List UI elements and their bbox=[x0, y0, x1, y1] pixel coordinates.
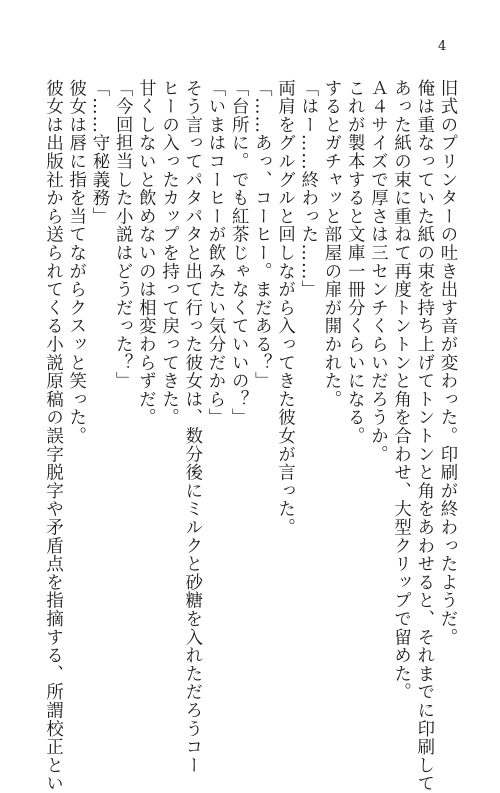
text-line-2: 俺は重なっていた紙の束を持ち上げてトントンと角をあわせると、それまでに印刷して bbox=[413, 79, 434, 793]
text-line-12: そう言ってパタパタと出て行った彼女は、数分後にミルクと砂糖を入れただろうコー bbox=[181, 79, 202, 775]
text-line-5: これが製本すると文庫一冊分くらいになる。 bbox=[344, 79, 365, 445]
text-line-11: 「いまはコーヒーが飲みたい気分だから」 bbox=[204, 79, 225, 427]
text-line-16: 「……守秘義務」 bbox=[88, 79, 109, 226]
text-line-15: 「今回担当した小説はどうだった？」 bbox=[112, 79, 133, 391]
text-line-4: Ａ４サイズで厚さは三センチくらいだろうか。 bbox=[367, 79, 388, 464]
text-line-8: 両肩をグルグルと回しながら入ってきた彼女が言った。 bbox=[274, 79, 295, 537]
text-line-9: 「……あっ、コーヒー。まだある？」 bbox=[251, 79, 272, 391]
text-line-18: 彼女は出版社から送られてくる小説原稿の誤字脱字や矛盾点を指摘する、所謂校正とい bbox=[42, 79, 63, 793]
text-line-7: 「はー……終わった……」 bbox=[297, 79, 318, 299]
text-line-13: ヒーの入ったカップを持って戻ってきた。 bbox=[158, 79, 179, 427]
text-line-14: 甘くしないと飲めないのは相変わらずだ。 bbox=[135, 79, 156, 427]
text-line-10: 「台所に。でも紅茶じゃなくていいの？」 bbox=[228, 79, 249, 427]
page-number: 4 bbox=[438, 39, 447, 54]
text-line-3: あった紙の束に重ねて再度トントンと角を合わせ、大型クリップで留めた。 bbox=[390, 79, 411, 702]
text-line-6: するとガチャッと部屋の扉が開かれた。 bbox=[320, 79, 341, 409]
text-line-17: 彼女は唇に指を当てながらクスッと笑った。 bbox=[65, 79, 86, 445]
text-line-1: 旧式のプリンターの吐き出す音が変わった。印刷が終わったようだ。 bbox=[437, 79, 457, 647]
novel-text-block bbox=[40, 79, 458, 793]
